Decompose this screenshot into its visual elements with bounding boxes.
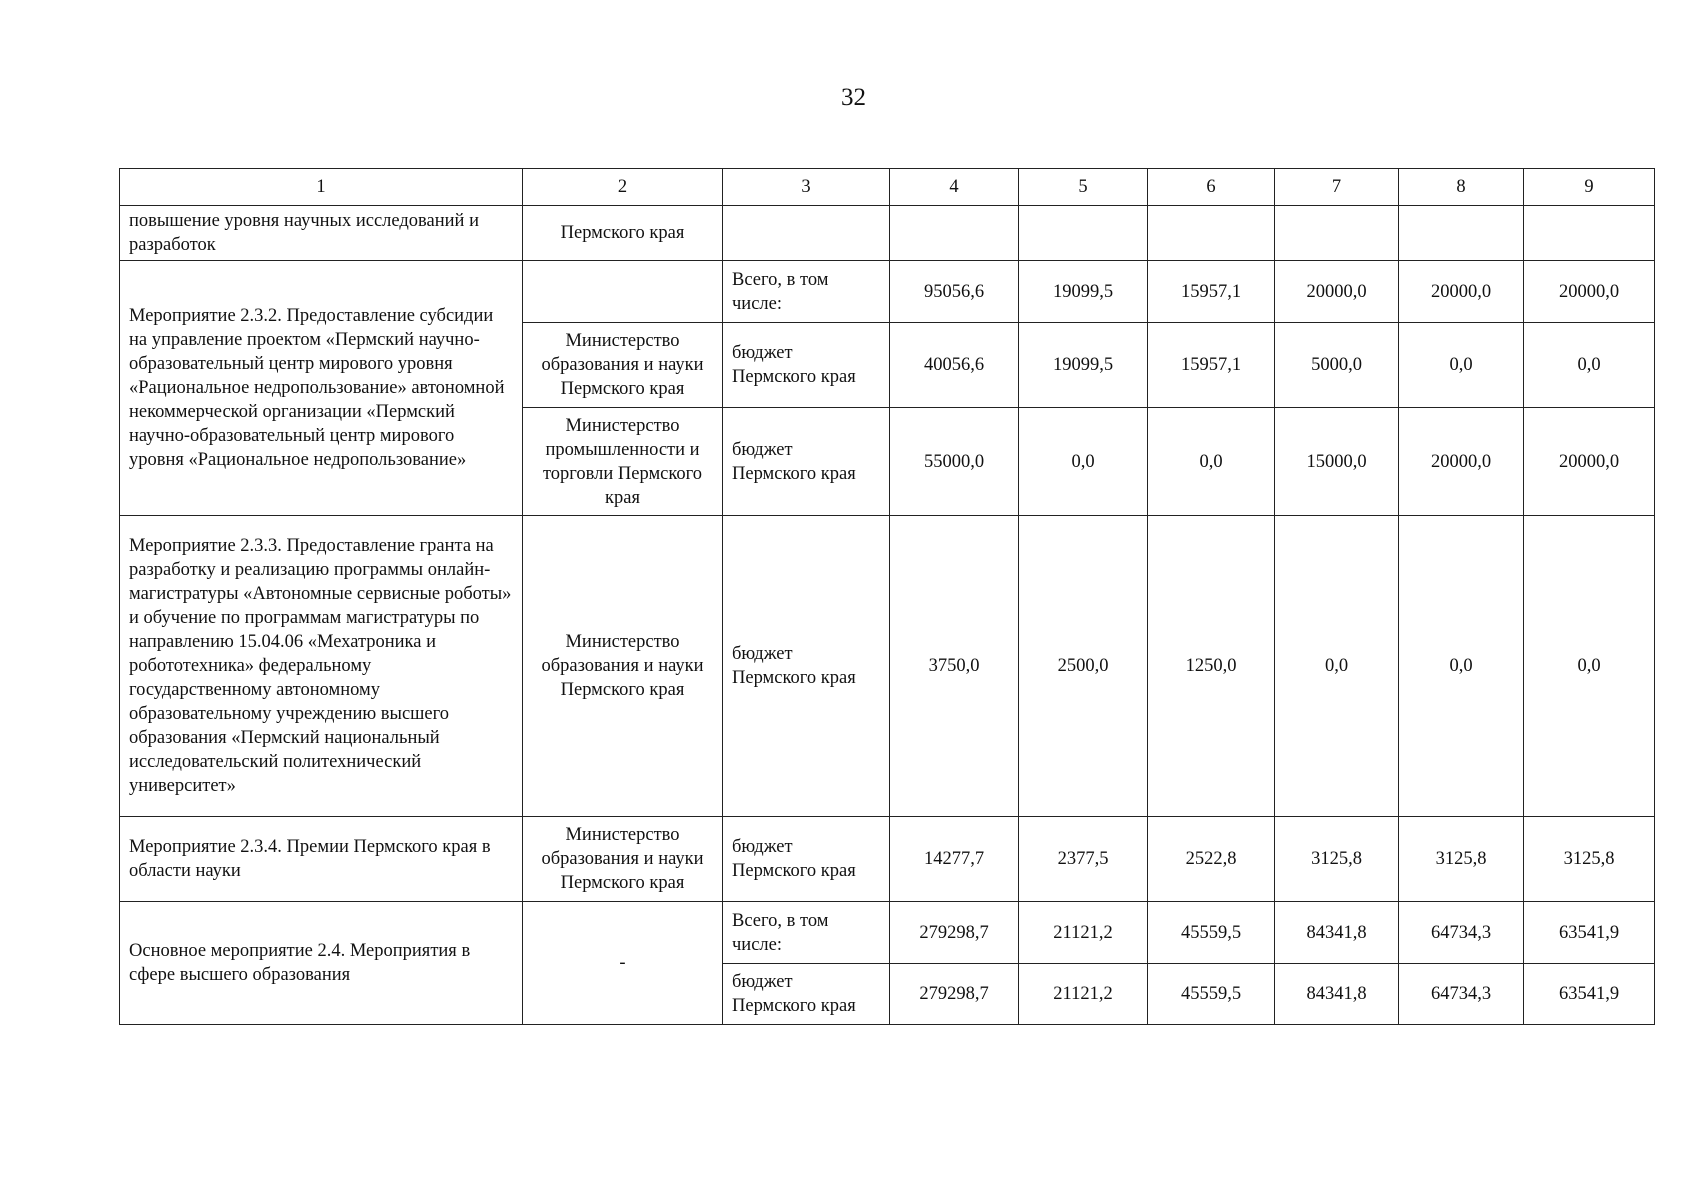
activity-title: Мероприятие 2.3.4. Премии Пермского края в области науки: [120, 817, 523, 902]
table-row: [120, 817, 1655, 902]
table-row: [120, 261, 1655, 323]
column-header: 9: [1524, 169, 1655, 206]
value-cell: 20000,0: [1275, 261, 1399, 323]
value-cell: 45559,5: [1148, 964, 1275, 1025]
executor-cell: Министерство образования и науки Пермского края: [523, 817, 723, 902]
value-cell: 64734,3: [1399, 902, 1524, 964]
value-cell: 1250,0: [1148, 516, 1275, 817]
column-header: 6: [1148, 169, 1275, 206]
value-cell: 45559,5: [1148, 902, 1275, 964]
value-cell: 15957,1: [1148, 261, 1275, 323]
executor-cell: -: [523, 902, 723, 1025]
value-cell: 63541,9: [1524, 902, 1655, 964]
value-cell: 21121,2: [1019, 964, 1148, 1025]
activity-title: Мероприятие 2.3.3. Предоставление гранта на разработку и реализацию программы онлайн-магистратуры «Автономные сервисные роботы» и обучение по программам магистратуры по направлению 15.04.06 «Мехатроника и робототехника» федеральному государственному автономному образовательному учреждению высшего образования «Пермский национальный исследовательский политехнический университет»: [120, 516, 523, 817]
source-cell: бюджет Пермского края: [723, 323, 890, 408]
activity-title: Основное мероприятие 2.4. Мероприятия в сфере высшего образования: [120, 902, 523, 1025]
value-cell: 55000,0: [890, 408, 1019, 516]
column-header: 3: [723, 169, 890, 206]
value-cell: 21121,2: [1019, 902, 1148, 964]
value-cell: 95056,6: [890, 261, 1019, 323]
executor-cell: Министерство промышленности и торговли Пермского края: [523, 408, 723, 516]
column-header: 1: [120, 169, 523, 206]
source-cell: [723, 206, 890, 261]
value-cell: [1275, 206, 1399, 261]
value-cell: 5000,0: [1275, 323, 1399, 408]
value-cell: 20000,0: [1524, 261, 1655, 323]
value-cell: 0,0: [1524, 516, 1655, 817]
column-header: 5: [1019, 169, 1148, 206]
column-header: 8: [1399, 169, 1524, 206]
table-row: [120, 516, 1655, 817]
value-cell: 19099,5: [1019, 261, 1148, 323]
source-cell: бюджет Пермского края: [723, 408, 890, 516]
value-cell: 0,0: [1275, 516, 1399, 817]
value-cell: 0,0: [1148, 408, 1275, 516]
activity-title: Мероприятие 2.3.2. Предоставление субсидии на управление проектом «Пермский научно-образовательный центр мирового уровня «Рациональное недропользование» автономной некоммерческой организации «Пермский научно-образовательный центр мирового уровня «Рациональное недропользование»: [120, 261, 523, 516]
executor-cell: Пермского края: [523, 206, 723, 261]
table-row: [120, 902, 1655, 964]
value-cell: 279298,7: [890, 902, 1019, 964]
value-cell: 20000,0: [1524, 408, 1655, 516]
activity-title: повышение уровня научных исследований и разработок: [120, 206, 523, 261]
value-cell: [1399, 206, 1524, 261]
source-cell: бюджет Пермского края: [723, 817, 890, 902]
value-cell: 0,0: [1399, 516, 1524, 817]
value-cell: 14277,7: [890, 817, 1019, 902]
value-cell: 15000,0: [1275, 408, 1399, 516]
executor-cell: Министерство образования и науки Пермского края: [523, 323, 723, 408]
budget-table: [119, 168, 1655, 1025]
source-cell: Всего, в том числе:: [723, 261, 890, 323]
value-cell: 40056,6: [890, 323, 1019, 408]
value-cell: 2522,8: [1148, 817, 1275, 902]
value-cell: 0,0: [1399, 323, 1524, 408]
value-cell: 0,0: [1019, 408, 1148, 516]
value-cell: 279298,7: [890, 964, 1019, 1025]
value-cell: 63541,9: [1524, 964, 1655, 1025]
page-number: 32: [841, 84, 866, 111]
table-row: [120, 206, 1655, 261]
source-cell: бюджет Пермского края: [723, 516, 890, 817]
value-cell: [1148, 206, 1275, 261]
value-cell: 0,0: [1524, 323, 1655, 408]
value-cell: [890, 206, 1019, 261]
value-cell: 3125,8: [1275, 817, 1399, 902]
value-cell: 84341,8: [1275, 902, 1399, 964]
value-cell: 19099,5: [1019, 323, 1148, 408]
column-header: 7: [1275, 169, 1399, 206]
value-cell: 15957,1: [1148, 323, 1275, 408]
executor-cell: [523, 261, 723, 323]
value-cell: 20000,0: [1399, 261, 1524, 323]
value-cell: [1524, 206, 1655, 261]
column-header: 4: [890, 169, 1019, 206]
header-row: [120, 169, 1655, 206]
value-cell: 64734,3: [1399, 964, 1524, 1025]
value-cell: 3750,0: [890, 516, 1019, 817]
value-cell: [1019, 206, 1148, 261]
value-cell: 2500,0: [1019, 516, 1148, 817]
value-cell: 84341,8: [1275, 964, 1399, 1025]
value-cell: 3125,8: [1524, 817, 1655, 902]
value-cell: 2377,5: [1019, 817, 1148, 902]
value-cell: 20000,0: [1399, 408, 1524, 516]
executor-cell: Министерство образования и науки Пермского края: [523, 516, 723, 817]
column-header: 2: [523, 169, 723, 206]
source-cell: Всего, в том числе:: [723, 902, 890, 964]
source-cell: бюджет Пермского края: [723, 964, 890, 1025]
value-cell: 3125,8: [1399, 817, 1524, 902]
